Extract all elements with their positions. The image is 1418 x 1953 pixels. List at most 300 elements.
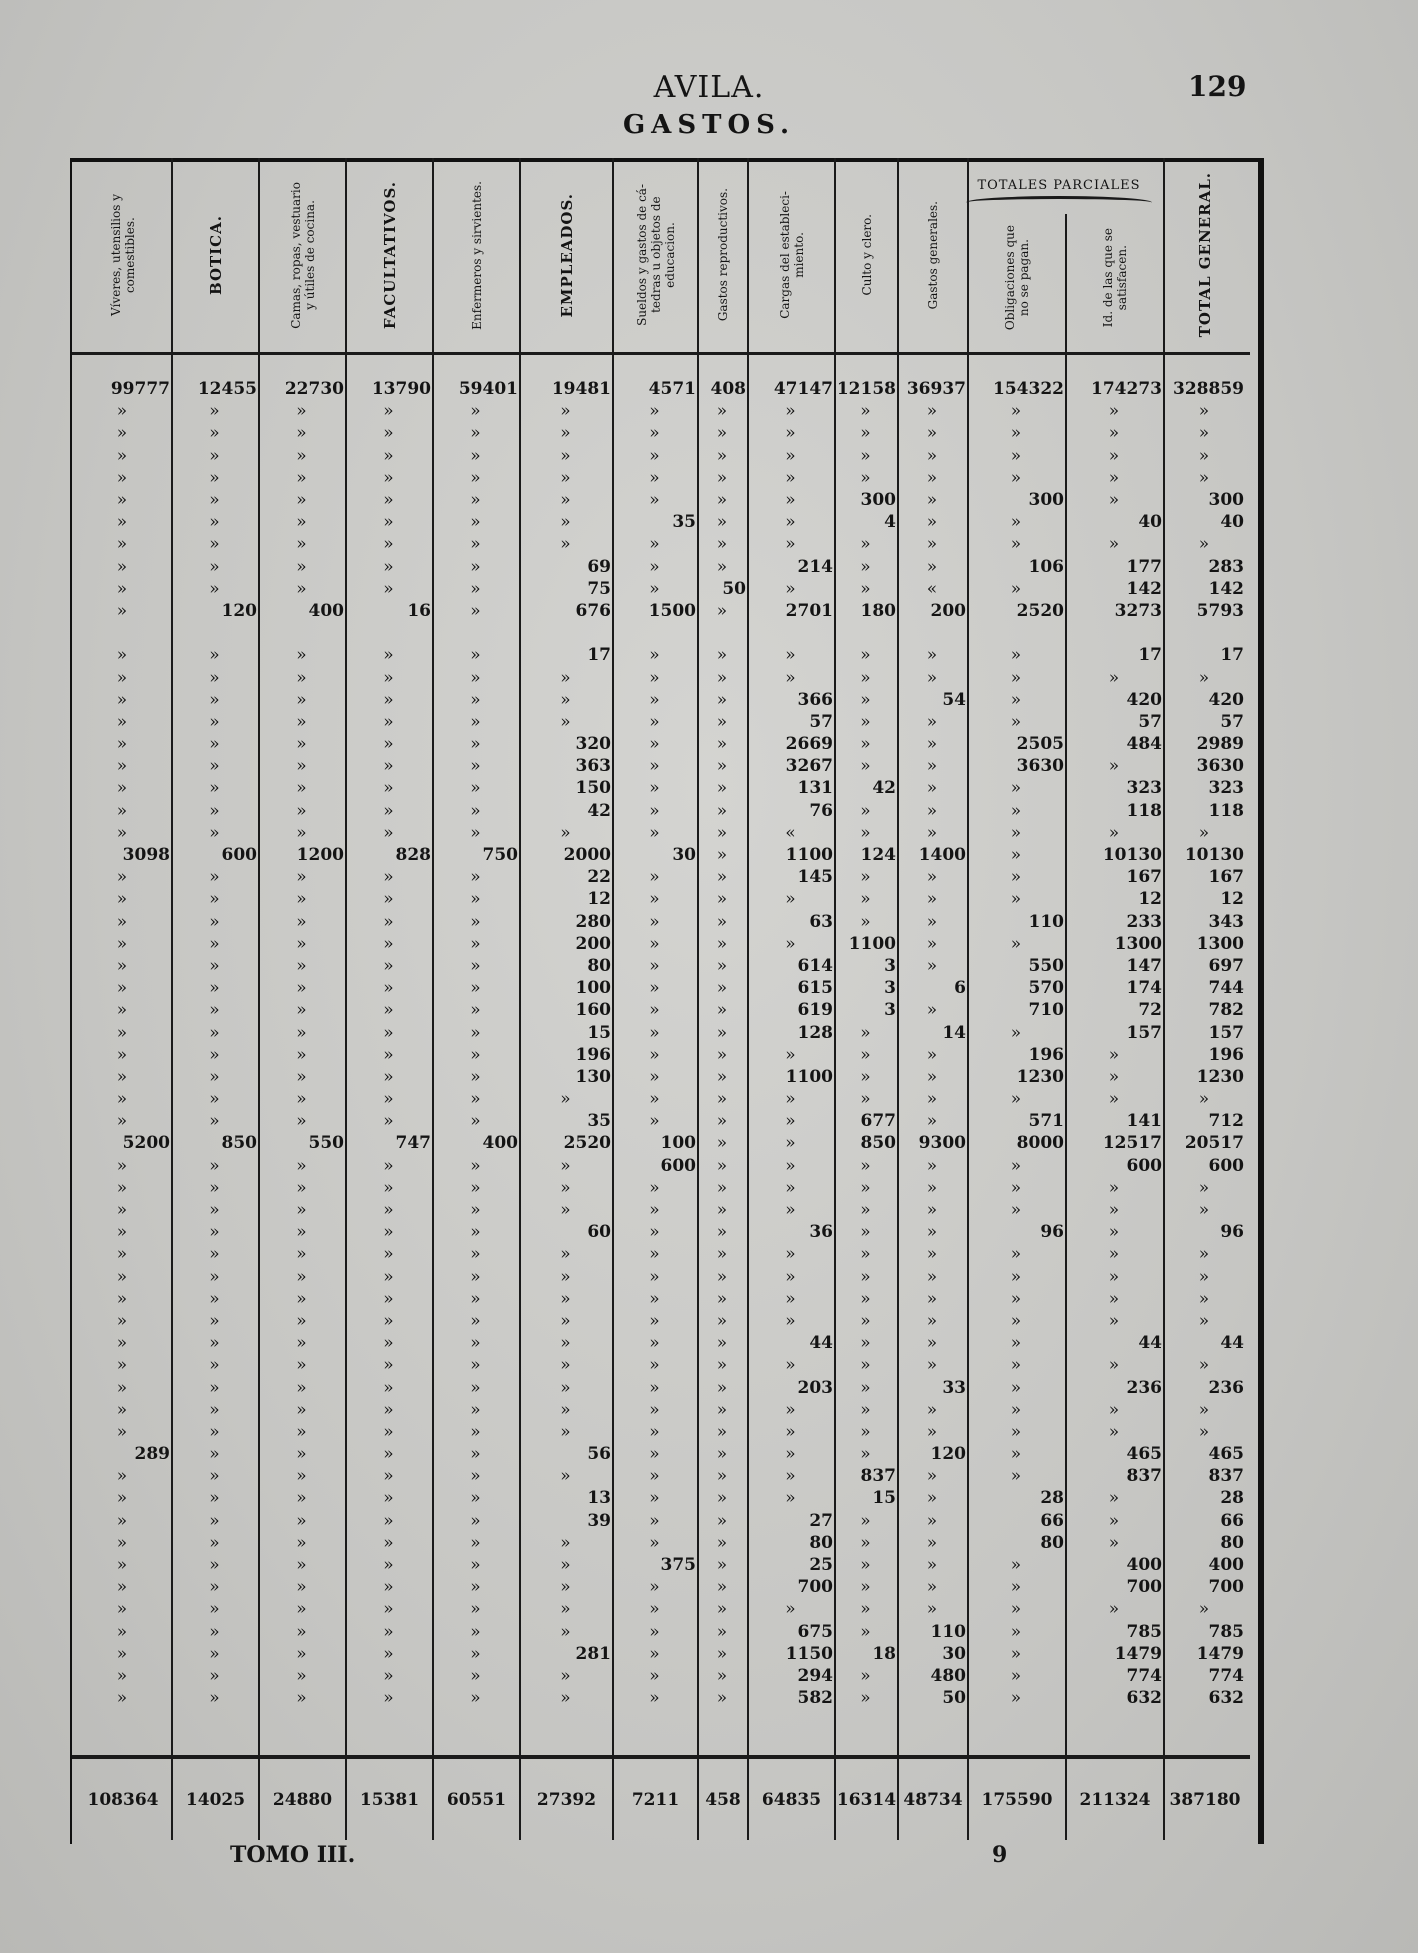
cell-satisfacen: » (1108, 1599, 1120, 1620)
cell-facultativos: » (383, 1377, 394, 1398)
cell-total: » (1198, 1288, 1210, 1309)
cell-facultativos: » (383, 933, 394, 954)
cell-facultativos: » (383, 1044, 394, 1065)
cell-viveres: » (116, 1577, 128, 1598)
cell-satisfacen: 236 (1126, 1377, 1162, 1398)
table-row (74, 933, 1246, 955)
table-row (74, 511, 1246, 533)
cell-enfermeros: » (470, 1244, 481, 1265)
cell-generales: 6 (954, 978, 966, 999)
cell-total: 712 (1208, 1111, 1244, 1132)
cell-viveres: » (116, 445, 128, 466)
cell-satisfacen: » (1108, 822, 1120, 843)
cell-satisfacen: » (1108, 1310, 1120, 1331)
cell-botica: » (209, 800, 220, 821)
cell-total: » (1198, 467, 1210, 488)
cell-culto: » (860, 423, 871, 444)
cell-botica: » (209, 1244, 220, 1265)
cell-botica: » (209, 467, 220, 488)
cell-facultativos: » (383, 467, 394, 488)
cell-reproductivos: » (716, 1244, 728, 1265)
cell-reproductivos: » (716, 978, 728, 999)
cell-generales: » (926, 1355, 938, 1376)
signature-mark: 9 (992, 1842, 1008, 1868)
cell-facultativos: » (383, 1444, 394, 1465)
cell-empleados: 60 (587, 1222, 611, 1243)
cell-sueldos: 4571 (648, 379, 696, 400)
cell-enfermeros: » (470, 445, 481, 466)
column-header-label: Culto y clero. (859, 214, 874, 296)
cell-generales: » (926, 756, 938, 777)
cell-total: 44 (1220, 1333, 1244, 1354)
cell-culto: 124 (860, 845, 896, 866)
table-row (74, 777, 1246, 799)
cell-facultativos: » (383, 1665, 394, 1686)
cell-empleados: » (560, 1399, 571, 1420)
cell-total: 774 (1208, 1665, 1244, 1686)
cell-facultativos: » (383, 689, 394, 710)
cell-enfermeros: » (470, 1488, 481, 1509)
column-header-camas (259, 166, 346, 344)
column-header-label: TOTAL GENERAL. (1196, 172, 1214, 338)
cell-botica: » (209, 556, 220, 577)
cell-camas: » (296, 1510, 307, 1531)
cell-botica: » (209, 933, 220, 954)
cell-culto: » (860, 667, 871, 688)
cell-satisfacen: » (1108, 1288, 1120, 1309)
cell-viveres: » (116, 822, 128, 843)
cell-botica: » (209, 645, 220, 666)
cell-satisfacen: 72 (1138, 1000, 1162, 1021)
cell-culto: » (860, 1333, 871, 1354)
cell-viveres: » (116, 800, 128, 821)
table-row (74, 1021, 1246, 1043)
cell-botica: » (209, 1022, 220, 1043)
cell-total: » (1198, 1244, 1210, 1265)
cell-satisfacen: 157 (1126, 1022, 1162, 1043)
cell-enfermeros: » (470, 1288, 481, 1309)
cell-sueldos: » (649, 1399, 660, 1420)
cell-culto: » (860, 1155, 871, 1176)
cell-obligaciones: » (1010, 822, 1022, 843)
cell-facultativos: » (383, 1510, 394, 1531)
cell-camas: » (296, 556, 307, 577)
table-row (74, 822, 1246, 844)
cell-empleados: » (560, 1288, 571, 1309)
cell-botica: » (209, 1044, 220, 1065)
cell-generales: » (926, 1421, 938, 1442)
cell-enfermeros: » (470, 1621, 481, 1642)
cell-reproductivos: » (716, 1066, 728, 1087)
cell-sueldos: » (649, 1288, 660, 1309)
cell-viveres: » (116, 1421, 128, 1442)
cell-cargas: 76 (809, 800, 833, 821)
cell-viveres: » (116, 1244, 128, 1265)
cell-botica: » (209, 423, 220, 444)
cell-obligaciones: » (1010, 1688, 1022, 1709)
cell-generales: 200 (930, 600, 966, 621)
cell-obligaciones: » (1010, 778, 1022, 799)
cell-total: 157 (1208, 1022, 1244, 1043)
cell-obligaciones: 8000 (1016, 1133, 1064, 1154)
cell-sueldos: » (649, 1310, 660, 1331)
cell-sueldos: » (649, 911, 660, 932)
cell-viveres: » (116, 534, 128, 555)
cell-reproductivos: » (716, 1599, 728, 1620)
cell-total: 40 (1220, 512, 1244, 533)
cell-culto: » (860, 711, 871, 732)
cell-viveres: » (116, 689, 128, 710)
table-row (74, 600, 1246, 622)
cell-total: » (1198, 445, 1210, 466)
cell-enfermeros: » (470, 756, 481, 777)
cell-enfermeros: » (470, 1688, 481, 1709)
cell-reproductivos: » (716, 1555, 728, 1576)
cell-sueldos: » (649, 401, 660, 422)
cell-sueldos: » (649, 1444, 660, 1465)
cell-total: » (1198, 1399, 1210, 1420)
cell-sueldos: » (649, 1421, 660, 1442)
cell-reproductivos: » (716, 1399, 728, 1420)
cell-total: 142 (1208, 578, 1244, 599)
cell-cargas: 582 (797, 1688, 833, 1709)
cell-generales: » (926, 1288, 938, 1309)
cell-obligaciones: » (1010, 1355, 1022, 1376)
cell-enfermeros: » (470, 955, 481, 976)
table-row (74, 866, 1246, 888)
cell-botica: » (209, 512, 220, 533)
cell-reproductivos: » (716, 822, 728, 843)
cell-cargas: » (785, 1111, 796, 1132)
cell-sueldos: » (649, 1333, 660, 1354)
cell-satisfacen: » (1108, 423, 1120, 444)
cell-satisfacen: » (1108, 1355, 1120, 1376)
cell-enfermeros: » (470, 1577, 481, 1598)
cell-culto: 4 (884, 512, 896, 533)
cell-facultativos: » (383, 1244, 394, 1265)
cell-culto: » (860, 1044, 871, 1065)
cell-camas: » (296, 867, 307, 888)
cell-viveres: » (116, 1599, 128, 1620)
header-rule (72, 352, 1250, 355)
cell-viveres: » (116, 911, 128, 932)
cell-cargas: » (785, 1421, 796, 1442)
cell-satisfacen: » (1108, 1266, 1120, 1287)
cell-satisfacen: » (1108, 467, 1120, 488)
table-row (74, 1598, 1246, 1620)
totales-parciales-label: TOTALES PARCIALES (977, 178, 1141, 193)
cell-reproductivos: » (716, 401, 728, 422)
cell-sueldos: » (649, 1466, 660, 1487)
cell-empleados: 280 (575, 911, 611, 932)
cell-generales: » (926, 645, 938, 666)
cell-culto: » (860, 800, 871, 821)
cell-facultativos (346, 622, 433, 644)
cell-total: 12 (1220, 889, 1244, 910)
cell-reproductivos: » (716, 600, 728, 621)
cell-botica: » (209, 1421, 220, 1442)
cell-total: » (1198, 1089, 1210, 1110)
cell-camas: » (296, 1177, 307, 1198)
cell-generales: » (926, 1555, 938, 1576)
cell-botica: » (209, 822, 220, 843)
cell-obligaciones: » (1010, 1577, 1022, 1598)
cell-facultativos: » (383, 1177, 394, 1198)
cell-obligaciones: 80 (1040, 1532, 1064, 1553)
table-row (74, 1110, 1246, 1132)
table-row (74, 1687, 1246, 1709)
cell-reproductivos: » (716, 1222, 728, 1243)
cell-satisfacen: 12517 (1102, 1133, 1162, 1154)
cell-facultativos: » (383, 445, 394, 466)
table-row (74, 800, 1246, 822)
cell-reproductivos: » (716, 1266, 728, 1287)
cell-sueldos: 600 (660, 1155, 696, 1176)
cell-cargas: 675 (797, 1621, 833, 1642)
cell-botica: » (209, 1355, 220, 1376)
cell-satisfacen: 177 (1126, 556, 1162, 577)
cell-satisfacen: 12 (1138, 889, 1162, 910)
cell-camas: 1200 (296, 845, 344, 866)
cell-satisfacen: 174273 (1091, 379, 1162, 400)
cell-facultativos: » (383, 1155, 394, 1176)
cell-culto: » (860, 645, 871, 666)
cell-enfermeros: » (470, 1333, 481, 1354)
cell-sueldos: » (649, 1532, 660, 1553)
cell-total: » (1198, 401, 1210, 422)
cell-empleados: » (560, 490, 571, 511)
cell-empleados (520, 622, 613, 644)
cell-cargas: 203 (797, 1377, 833, 1398)
table-row (74, 755, 1246, 777)
total-facultativos: 15381 (359, 1790, 420, 1810)
column-header-label: EMPLEADOS. (557, 192, 576, 318)
cell-enfermeros: » (470, 1000, 481, 1021)
cell-satisfacen: 142 (1126, 578, 1162, 599)
cell-camas: » (296, 1688, 307, 1709)
cell-camas: » (296, 1488, 307, 1509)
cell-culto: » (860, 1599, 871, 1620)
cell-empleados: 2000 (563, 845, 611, 866)
cell-enfermeros: » (470, 1155, 481, 1176)
cell-total: 236 (1208, 1377, 1244, 1398)
table-row (74, 1554, 1246, 1576)
cell-botica: 12455 (197, 379, 257, 400)
cell-botica: » (209, 1333, 220, 1354)
cell-culto: » (860, 1688, 871, 1709)
cell-camas: » (296, 800, 307, 821)
cell-reproductivos: » (716, 1022, 728, 1043)
cell-generales: » (926, 1200, 938, 1221)
table-row (74, 888, 1246, 910)
cell-enfermeros: » (470, 711, 481, 732)
cell-obligaciones: 66 (1040, 1510, 1064, 1531)
cell-botica: 850 (221, 1133, 257, 1154)
cell-cargas: 145 (797, 867, 833, 888)
cell-satisfacen: 3273 (1114, 600, 1162, 621)
cell-camas: » (296, 1089, 307, 1110)
cell-satisfacen: 233 (1126, 911, 1162, 932)
cell-generales: » (926, 1310, 938, 1331)
cell-sueldos: 100 (660, 1133, 696, 1154)
cell-empleados: 320 (575, 734, 611, 755)
cell-culto: 3 (884, 1000, 896, 1021)
cell-facultativos: » (383, 1333, 394, 1354)
cell-total: » (1198, 822, 1210, 843)
cell-sueldos: » (649, 445, 660, 466)
cell-empleados: 12 (587, 889, 611, 910)
cell-obligaciones: » (1010, 689, 1022, 710)
cell-obligaciones: 300 (1028, 490, 1064, 511)
cell-total: 3630 (1196, 756, 1244, 777)
cell-botica: » (209, 490, 220, 511)
cell-culto: » (860, 1444, 871, 1465)
cell-botica: » (209, 1155, 220, 1176)
cell-satisfacen: » (1108, 1421, 1120, 1442)
cell-satisfacen: » (1108, 1200, 1120, 1221)
cell-sueldos: » (649, 1000, 660, 1021)
cell-sueldos: » (649, 1488, 660, 1509)
cell-viveres: » (116, 955, 128, 976)
cell-viveres: » (116, 889, 128, 910)
table-row (74, 1310, 1246, 1332)
cell-satisfacen: 600 (1126, 1155, 1162, 1176)
table-row (74, 1044, 1246, 1066)
cell-empleados: » (560, 822, 571, 843)
cell-satisfacen: » (1108, 1089, 1120, 1110)
table-row (74, 1332, 1246, 1354)
cell-generales: 120 (930, 1444, 966, 1465)
cell-reproductivos: » (716, 778, 728, 799)
cell-culto: 15 (872, 1488, 896, 1509)
cell-camas: » (296, 401, 307, 422)
cell-generales: » (926, 822, 938, 843)
cell-botica: » (209, 955, 220, 976)
cell-enfermeros: » (470, 556, 481, 577)
cell-cargas: 27 (809, 1510, 833, 1531)
cell-sueldos: » (649, 734, 660, 755)
cell-reproductivos: » (716, 1111, 728, 1132)
cell-enfermeros: » (470, 1266, 481, 1287)
cell-camas: » (296, 1599, 307, 1620)
cell-enfermeros: » (470, 1399, 481, 1420)
cell-obligaciones: » (1010, 1466, 1022, 1487)
cell-obligaciones: » (1010, 1310, 1022, 1331)
table-row (74, 1221, 1246, 1243)
cell-culto: » (860, 578, 871, 599)
cell-camas: » (296, 1421, 307, 1442)
cell-cargas: 214 (797, 556, 833, 577)
cell-culto: » (860, 534, 871, 555)
cell-enfermeros: » (470, 645, 481, 666)
cell-reproductivos: » (716, 800, 728, 821)
column-header-label: Id. de las que se satisfacen. (1101, 228, 1129, 328)
cell-generales: 14 (942, 1022, 966, 1043)
cell-facultativos: » (383, 756, 394, 777)
cell-reproductivos: » (716, 889, 728, 910)
table-row (74, 1465, 1246, 1487)
cell-total: 118 (1208, 800, 1244, 821)
cell-cargas: 131 (797, 778, 833, 799)
table-row (74, 1487, 1246, 1509)
cell-generales: » (926, 423, 938, 444)
table-row (74, 1376, 1246, 1398)
cell-cargas: » (785, 1310, 796, 1331)
cell-viveres: » (116, 1532, 128, 1553)
cell-reproductivos: » (716, 734, 728, 755)
cell-obligaciones: » (1010, 1200, 1022, 1221)
cell-camas: » (296, 822, 307, 843)
cell-culto: » (860, 445, 871, 466)
cell-facultativos: » (383, 1355, 394, 1376)
cell-reproductivos: » (716, 1089, 728, 1110)
cell-obligaciones: » (1010, 1155, 1022, 1176)
column-header-satisfacen (1066, 212, 1164, 344)
cell-generales: » (926, 1244, 938, 1265)
column-header-facultativos (346, 166, 433, 344)
cell-camas: » (296, 1399, 307, 1420)
cell-generales: » (926, 1000, 938, 1021)
cell-sueldos: » (649, 867, 660, 888)
cell-culto: » (860, 1222, 871, 1243)
cell-generales: » (926, 955, 938, 976)
cell-facultativos: » (383, 1643, 394, 1664)
cell-generales: 50 (942, 1688, 966, 1709)
cell-total: 837 (1208, 1466, 1244, 1487)
cell-sueldos: » (649, 955, 660, 976)
cell-satisfacen: 174 (1126, 978, 1162, 999)
cell-obligaciones: » (1010, 512, 1022, 533)
column-header-generales (898, 166, 968, 344)
cell-cargas: » (785, 467, 796, 488)
cell-total: 420 (1208, 689, 1244, 710)
cell-total: 782 (1208, 1000, 1244, 1021)
cell-camas: » (296, 1200, 307, 1221)
cell-empleados: » (560, 1688, 571, 1709)
cell-cargas: » (785, 1155, 796, 1176)
cell-viveres: » (116, 645, 128, 666)
cell-camas: » (296, 1333, 307, 1354)
cell-empleados: » (560, 1155, 571, 1176)
cell-sueldos: » (649, 1222, 660, 1243)
cell-botica: » (209, 445, 220, 466)
cell-camas: » (296, 1466, 307, 1487)
cell-cargas: » (785, 445, 796, 466)
column-header-empleados (520, 166, 613, 344)
cell-cargas: » (785, 1355, 796, 1376)
cell-satisfacen: 465 (1126, 1444, 1162, 1465)
cell-generales: » (926, 1089, 938, 1110)
cell-sueldos: » (649, 1688, 660, 1709)
cell-sueldos: » (649, 1066, 660, 1087)
cell-obligaciones: » (1010, 1421, 1022, 1442)
cell-obligaciones: 28 (1040, 1488, 1064, 1509)
cell-facultativos: » (383, 1111, 394, 1132)
cell-sueldos: 1500 (648, 600, 696, 621)
cell-botica: » (209, 734, 220, 755)
cell-empleados: » (560, 1177, 571, 1198)
cell-empleados: » (560, 1377, 571, 1398)
table-row (74, 1443, 1246, 1465)
cell-camas: » (296, 1000, 307, 1021)
cell-total: 785 (1208, 1621, 1244, 1642)
cell-reproductivos: » (716, 1155, 728, 1176)
cell-camas: » (296, 1377, 307, 1398)
cell-culto: » (860, 467, 871, 488)
cell-total: 2989 (1196, 734, 1244, 755)
cell-empleados: » (560, 1466, 571, 1487)
cell-botica: » (209, 778, 220, 799)
